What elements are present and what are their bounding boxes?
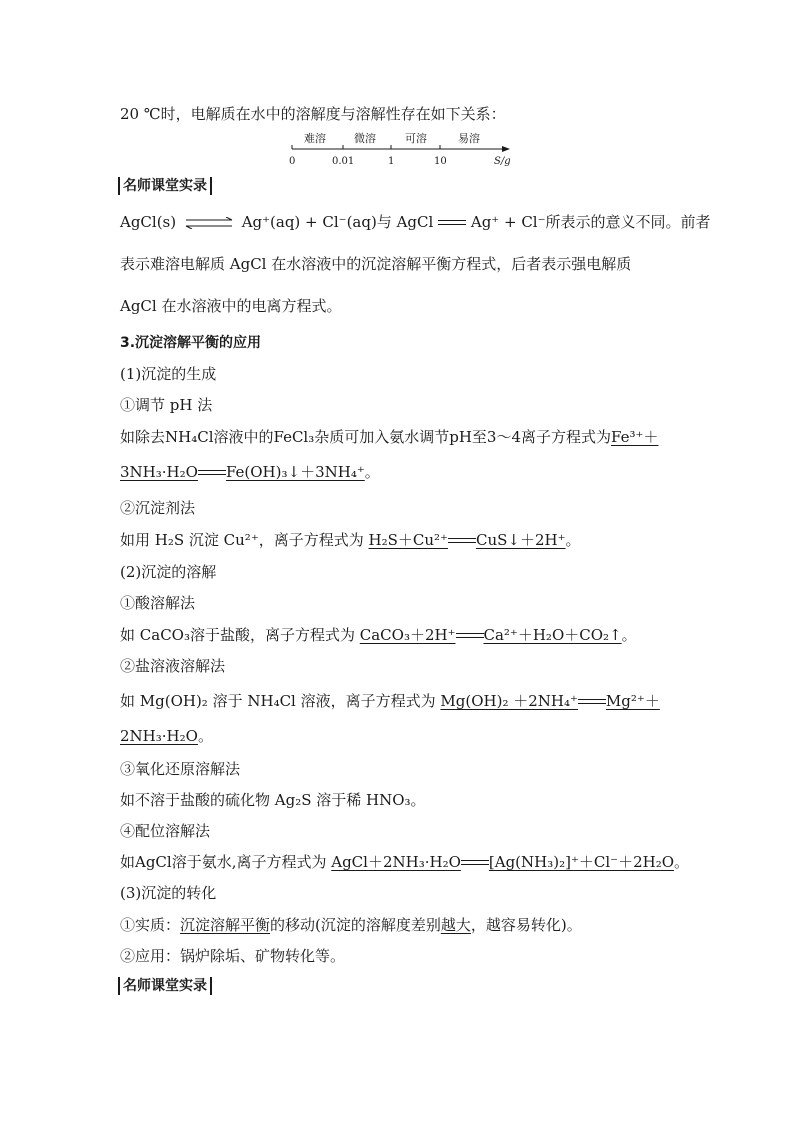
eq-products: Mg²⁺＋ bbox=[605, 692, 660, 710]
paragraph-line-3: AgCl 在水溶液中的电离方程式。 bbox=[120, 297, 342, 315]
eq-products: [Ag(NH₃)₂]⁺＋Cl⁻＋2H₂O bbox=[488, 853, 675, 871]
dissolve-1-text bbox=[120, 625, 637, 645]
dissolve-4-desc: 如AgCl溶于氨水,离子方程式为 bbox=[120, 853, 332, 871]
dissolve-1-title: ①酸溶解法 bbox=[120, 594, 196, 612]
scale-tick-10: 10 bbox=[434, 156, 447, 167]
essence-mid: 的移动(沉淀的溶解度差别 bbox=[270, 916, 441, 934]
paragraph-line-1 bbox=[120, 212, 711, 232]
reversible-arrow-icon bbox=[184, 217, 234, 229]
subheading-2: (2)沉淀的溶解 bbox=[120, 563, 217, 581]
essence-end: ，越容易转化)。 bbox=[470, 916, 582, 934]
essence-label: ①实质： bbox=[120, 916, 181, 934]
section-heading-3: 3.沉淀溶解平衡的应用 bbox=[120, 335, 262, 351]
section-tag-2: 名师课堂实录 bbox=[118, 977, 212, 995]
equals-sign-icon bbox=[438, 218, 466, 228]
equals-sign-icon bbox=[578, 697, 606, 707]
eq-products: Ca²⁺＋H₂O＋CO₂↑ bbox=[483, 626, 622, 644]
period: 。 bbox=[674, 853, 690, 871]
paragraph-line-2: 表示难溶电解质 AgCl 在水溶液中的沉淀溶解平衡方程式，后者表示强电解质 bbox=[120, 255, 632, 273]
method-1-eq-start: Fe³⁺＋ bbox=[611, 428, 659, 446]
transform-essence bbox=[120, 915, 582, 935]
dissolve-2-desc: 如 Mg(OH)₂ 溶于 NH₄Cl 溶液，离子方程式为 bbox=[120, 692, 441, 710]
dissolve-2-title: ②盐溶液溶解法 bbox=[120, 657, 226, 675]
equals-sign-icon bbox=[448, 536, 476, 546]
scale-label-insoluble: 难溶 bbox=[304, 132, 326, 145]
method-1-text bbox=[120, 427, 658, 447]
method-2-desc: 如用 H₂S 沉淀 Cu²⁺，离子方程式为 bbox=[120, 531, 369, 549]
intro-text: 20 ℃时，电解质在水中的溶解度与溶解性存在如下关系： bbox=[120, 105, 506, 123]
scale-label-very: 易溶 bbox=[458, 132, 480, 145]
method-1-title: ①调节 pH 法 bbox=[120, 396, 213, 414]
eq-reactants: H₂S＋Cu²⁺ bbox=[368, 531, 448, 549]
subheading-3: (3)沉淀的转化 bbox=[120, 884, 217, 902]
scale-label-soluble: 可溶 bbox=[405, 132, 427, 145]
equals-sign-icon bbox=[456, 631, 484, 641]
scale-label-slightly: 微溶 bbox=[354, 132, 376, 145]
equals-sign-icon bbox=[461, 858, 489, 868]
solubility-scale bbox=[280, 128, 520, 167]
dissolve-1-desc: 如 CaCO₃溶于盐酸，离子方程式为 bbox=[120, 626, 360, 644]
ionic-part-1: Ag⁺(aq) + Cl⁻(aq)与 AgCl bbox=[241, 213, 434, 231]
section-tag-1: 名师课堂实录 bbox=[118, 177, 212, 195]
eq-reactants: AgCl＋2NH₃·H₂O bbox=[331, 853, 461, 871]
period: 。 bbox=[621, 626, 637, 644]
eq-products: CuS↓＋2H⁺ bbox=[475, 531, 566, 549]
eq-reactants: 3NH₃·H₂O bbox=[120, 463, 198, 481]
ionic-part-2: Ag⁺ + Cl⁻所表示的意义不同。前者 bbox=[470, 213, 711, 231]
subheading-1: (1)沉淀的生成 bbox=[120, 365, 217, 383]
eq-products: Fe(OH)₃↓＋3NH₄⁺ bbox=[225, 463, 365, 481]
eq-reactants: Mg(OH)₂ ＋2NH₄⁺ bbox=[440, 692, 578, 710]
method-2-text bbox=[120, 530, 581, 550]
dissolve-3-title: ③氧化还原溶解法 bbox=[120, 760, 241, 778]
dissolve-2-text bbox=[120, 691, 660, 711]
scale-tick-unit: S/g bbox=[494, 156, 511, 167]
dissolve-4-title: ④配位溶解法 bbox=[120, 822, 211, 840]
scale-tick-001: 0.01 bbox=[332, 156, 355, 167]
dissolve-3-text: 如不溶于盐酸的硫化物 Ag₂S 溶于稀 HNO₃。 bbox=[120, 791, 426, 809]
period: 。 bbox=[197, 727, 213, 745]
agcl-solid: AgCl(s) bbox=[120, 213, 177, 231]
transform-application: ②应用：锅炉除垢、矿物转化等。 bbox=[120, 947, 346, 965]
equals-sign-icon bbox=[198, 468, 226, 478]
method-2-title: ②沉淀剂法 bbox=[120, 499, 196, 517]
scale-tick-1: 1 bbox=[388, 156, 395, 167]
eq-products-cont: 2NH₃·H₂O bbox=[120, 727, 198, 745]
eq-reactants: CaCO₃＋2H⁺ bbox=[359, 626, 456, 644]
method-1-equation bbox=[120, 462, 380, 482]
essence-answer-2: 越大 bbox=[440, 916, 471, 934]
essence-answer-1: 沉淀溶解平衡 bbox=[180, 916, 271, 934]
scale-tick-0: 0 bbox=[289, 156, 296, 167]
period: 。 bbox=[364, 463, 380, 481]
dissolve-4-text bbox=[120, 852, 689, 872]
dissolve-2-equation-cont bbox=[120, 726, 213, 746]
method-1-desc: 如除去NH₄Cl溶液中的FeCl₃杂质可加入氨水调节pH至3～4离子方程式为 bbox=[120, 428, 612, 446]
period: 。 bbox=[565, 531, 581, 549]
